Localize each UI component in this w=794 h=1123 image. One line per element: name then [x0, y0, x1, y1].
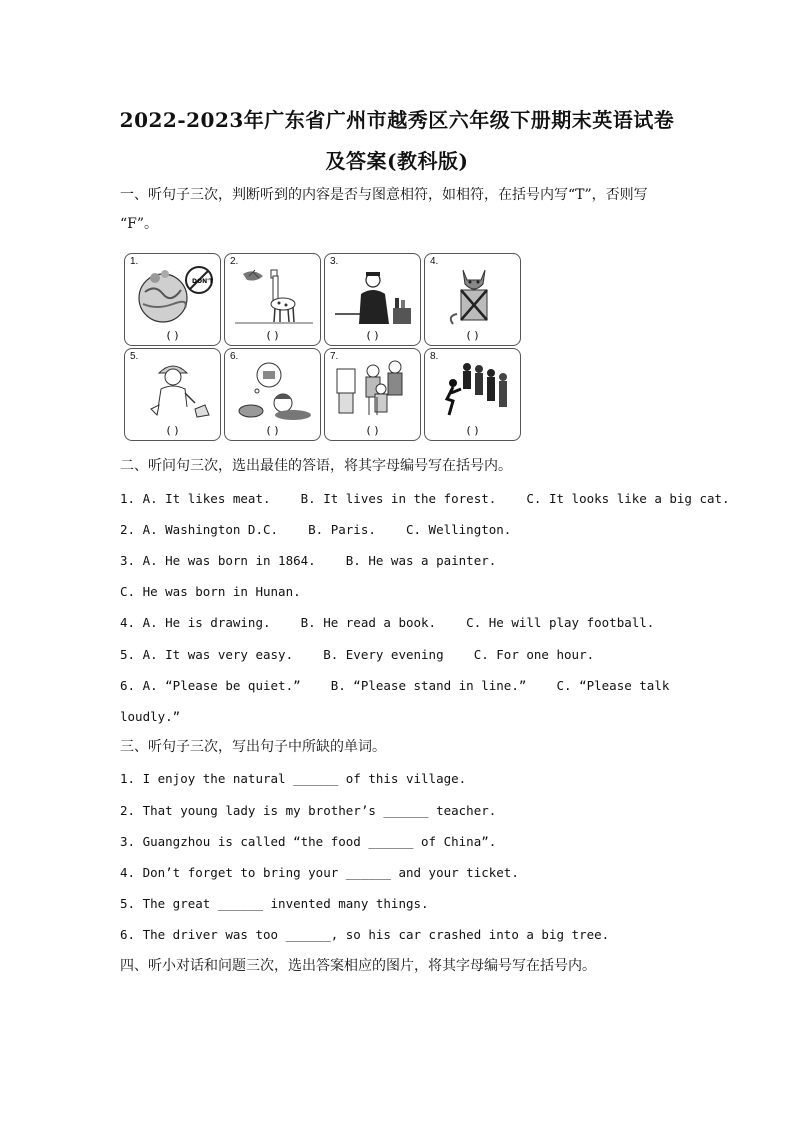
- answer-blank: ( ): [466, 424, 479, 437]
- title-line-1: 2022-2023年广东省广州市越秀区六年级下册期末英语试卷: [119, 108, 675, 132]
- writer-icon: [333, 264, 415, 326]
- section2-line: loudly.”: [120, 709, 181, 724]
- answer-blank: ( ): [266, 329, 279, 342]
- giraffe-icon: [233, 264, 315, 326]
- picture-card-1: [124, 253, 221, 346]
- section3-line: 2. That young lady is my brother’s ______ teacher.: [120, 803, 497, 818]
- boy-litter-icon: [133, 359, 215, 421]
- picture-number: 6.: [230, 351, 239, 362]
- section2-line: 4. A. He is drawing. B. He read a book. C. He will play football.: [120, 615, 655, 630]
- picture-number: 4.: [430, 256, 439, 267]
- section4-heading: 四、听小对话和问题三次，选出答案相应的图片，将其字母编号写在括号内。: [120, 958, 596, 974]
- answer-blank: ( ): [366, 424, 379, 437]
- picture-card-4: [424, 253, 521, 346]
- section3-line: 6. The driver was too ______, so his car crashed into a big tree.: [120, 927, 610, 942]
- polluted-earth-icon: [133, 264, 215, 326]
- people-line-icon: [433, 359, 515, 421]
- picture-number: 7.: [330, 351, 339, 362]
- section2-line: 1. A. It likes meat. B. It lives in the forest. C. It looks like a big cat.: [120, 491, 730, 506]
- section3-heading: 三、听句子三次，写出句子中所缺的单词。: [120, 739, 386, 755]
- picture-number: 1.: [130, 256, 139, 267]
- section2-line: 5. A. It was very easy. B. Every evening C. For one hour.: [120, 647, 595, 662]
- answer-blank: ( ): [266, 424, 279, 437]
- section2-line: 6. A. “Please be quiet.” B. “Please stand in line.” C. “Please talk: [120, 678, 670, 693]
- answer-blank: ( ): [166, 424, 179, 437]
- picture-grid: [124, 253, 522, 443]
- girl-dreaming-icon: [233, 359, 315, 421]
- wolf-crossed-icon: [433, 264, 515, 326]
- picture-card-6: [224, 348, 321, 441]
- answer-blank: ( ): [366, 329, 379, 342]
- svg-text:DON'T: DON'T: [192, 278, 214, 285]
- picture-card-2: [224, 253, 321, 346]
- section3-line: 3. Guangzhou is called “the food ______ of China”.: [120, 834, 497, 849]
- children-robot-icon: [333, 359, 415, 421]
- picture-number: 2.: [230, 256, 239, 267]
- picture-number: 5.: [130, 351, 139, 362]
- section1-heading: [120, 181, 680, 239]
- section2-line: 3. A. He was born in 1864. B. He was a painter.: [120, 553, 497, 568]
- section1-heading-line1: 一、听句子三次，判断听到的内容是否与图意相符，如相符，在括号内写“T”，否则写: [120, 187, 648, 203]
- picture-card-7: [324, 348, 421, 441]
- section3-line: 5. The great ______ invented many things.: [120, 896, 429, 911]
- answer-blank: ( ): [166, 329, 179, 342]
- picture-card-8: [424, 348, 521, 441]
- picture-card-3: [324, 253, 421, 346]
- picture-card-5: [124, 348, 221, 441]
- title-line-2: 及答案(教科版): [325, 149, 469, 173]
- section3-line: 1. I enjoy the natural ______ of this village.: [120, 771, 467, 786]
- picture-number: 3.: [330, 256, 339, 267]
- picture-number: 8.: [430, 351, 439, 362]
- section2-line: C. He was born in Hunan.: [120, 584, 301, 599]
- section2-heading: 二、听问句三次，选出最佳的答语，将其字母编号写在括号内。: [120, 458, 512, 474]
- section1-heading-line2: “F”。: [120, 216, 159, 232]
- answer-blank: ( ): [466, 329, 479, 342]
- section3-line: 4. Don’t forget to bring your ______ and your ticket.: [120, 865, 519, 880]
- section2-line: 2. A. Washington D.C. B. Paris. C. Wellington.: [120, 522, 512, 537]
